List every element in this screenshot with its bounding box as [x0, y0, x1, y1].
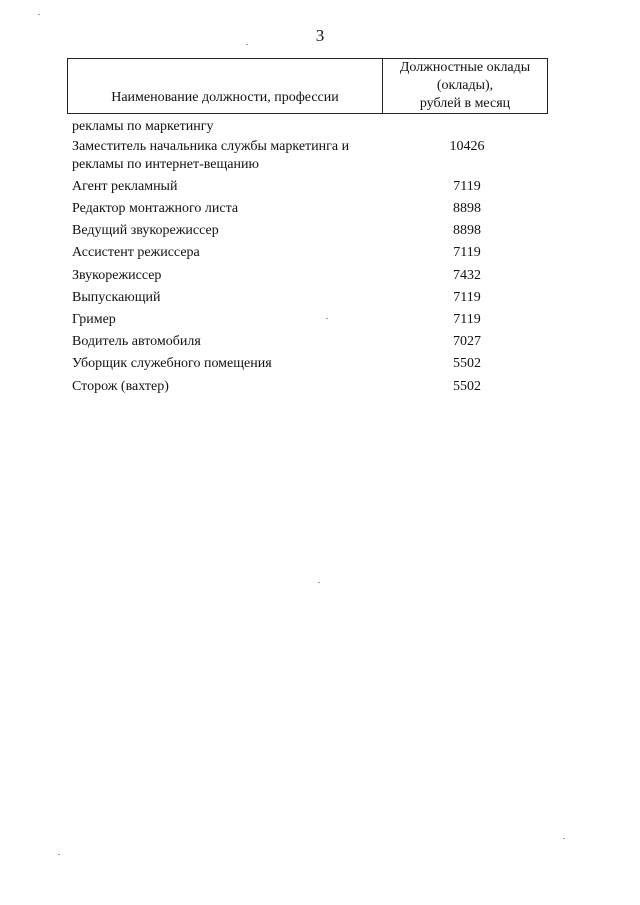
position-name-line: Сторож (вахтер) [72, 379, 169, 394]
table-row-salary: 7432 [453, 268, 481, 283]
position-name-line: Агент рекламный [72, 179, 178, 194]
scan-speck [326, 318, 328, 319]
scan-speck [563, 838, 565, 839]
table-row-name [72, 244, 392, 262]
scan-speck [58, 854, 60, 855]
table-row-salary: 7027 [453, 334, 481, 349]
table-row-name [72, 200, 392, 218]
table-row-salary: 7119 [453, 290, 481, 305]
table-row-salary: 7119 [453, 312, 481, 327]
table-row-salary: 7119 [453, 179, 481, 194]
scan-speck [38, 14, 40, 15]
table-row-name [72, 118, 392, 136]
table-row-salary: 5502 [453, 356, 481, 371]
table-row-name [72, 222, 392, 240]
page-number: 3 [315, 26, 325, 45]
header-position-name: Наименование должности, профессии [68, 59, 383, 114]
table-row-salary: 10426 [449, 139, 485, 154]
table-header [67, 58, 548, 114]
position-name-line: Редактор монтажного листа [72, 201, 239, 216]
position-name-line: рекламы по маркетингу [72, 119, 214, 134]
table-row-name [72, 355, 392, 373]
header-salary-line: (оклады), [436, 78, 494, 93]
table-row-salary: 5502 [453, 379, 481, 394]
position-name-line: Уборщик служебного помещения [72, 356, 272, 371]
position-name-line: Ведущий звукорежиссер [72, 223, 219, 238]
position-name-line: рекламы по интернет-вещанию [72, 157, 259, 172]
position-name-line: Водитель автомобиля [72, 334, 201, 349]
table-row-name [72, 138, 392, 174]
position-name-line: Звукорежиссер [72, 268, 162, 283]
table-row-name [72, 267, 392, 285]
position-name-line: Выпускающий [72, 290, 161, 305]
header-salary-line: рублей в месяц [419, 96, 511, 111]
table-row-name [72, 333, 392, 351]
table-row-salary: 8898 [453, 201, 481, 216]
scan-speck [246, 44, 248, 45]
scan-speck [318, 582, 320, 583]
table-row-name [72, 289, 392, 307]
table-row-name [72, 178, 392, 196]
table-row-salary: 8898 [453, 223, 481, 238]
table-row-name [72, 378, 392, 396]
table-row-salary: 7119 [453, 245, 481, 260]
position-name-line: Ассистент режиссера [72, 245, 200, 260]
position-name-line: Гример [72, 312, 116, 327]
position-name-line: Заместитель начальника службы маркетинга и [72, 139, 350, 154]
header-salary [383, 59, 548, 114]
table-row-name [72, 311, 392, 329]
header-salary-line: Должностные оклады [399, 60, 531, 75]
